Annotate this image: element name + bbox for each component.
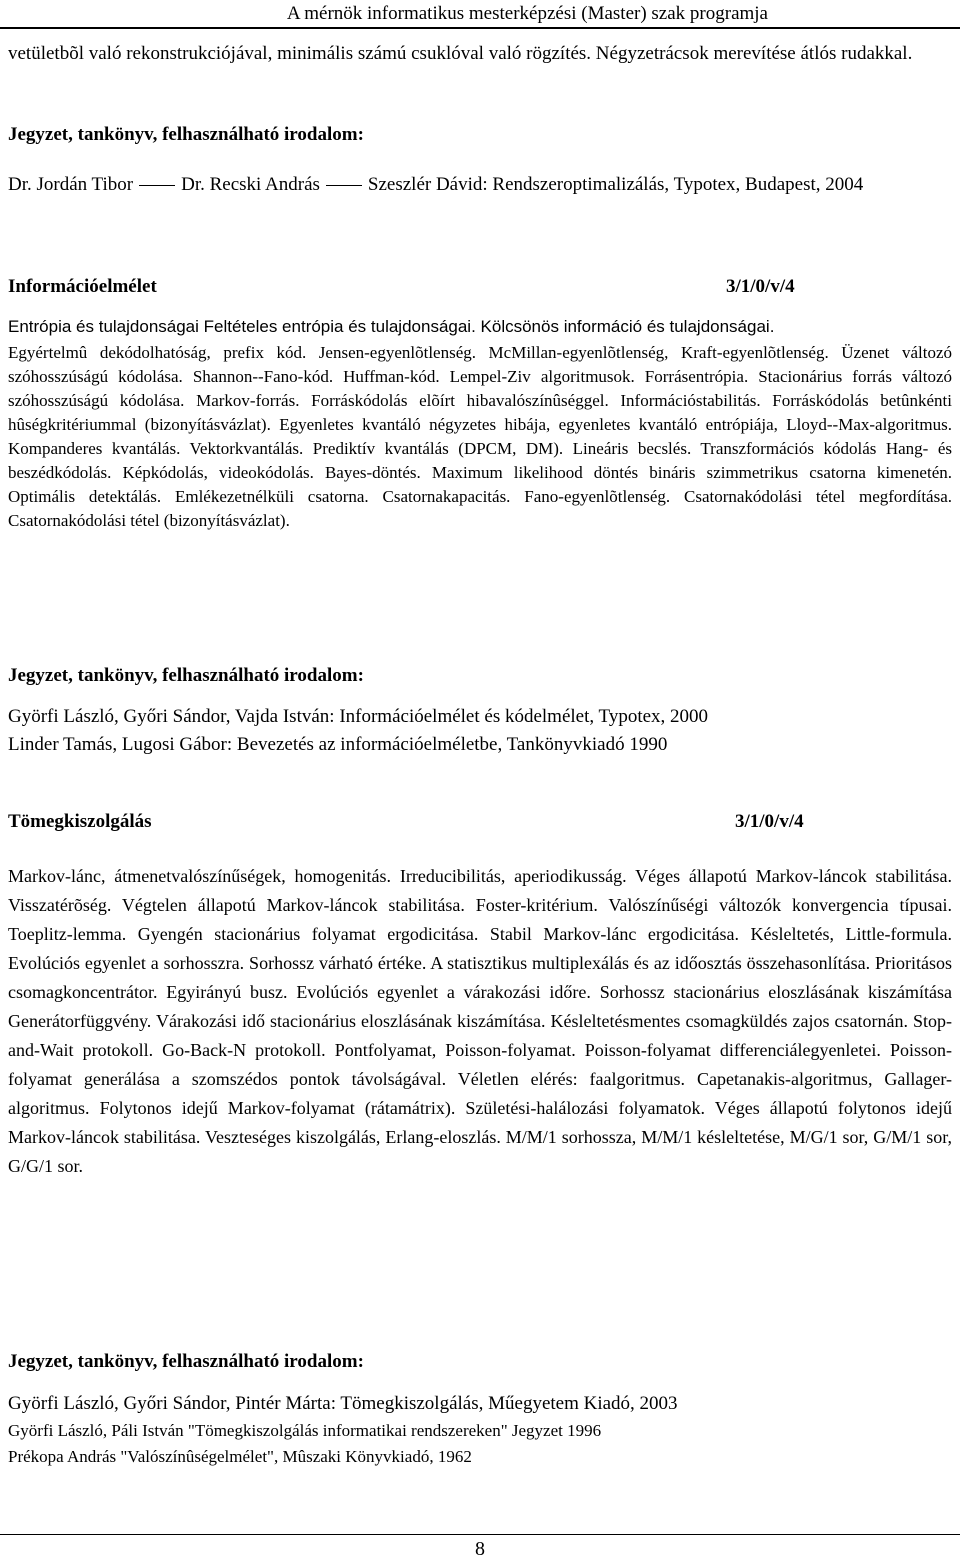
literature-heading-2: Jegyzet, tankönyv, felhasználható irodalom: <box>8 665 364 686</box>
literature-heading-3: Jegyzet, tankönyv, felhasználható irodalom: <box>8 1351 364 1372</box>
course-description: Egyértelmû dekódolhatóság, prefix kód. Jensen-egyenlõtlenség. McMillan-egyenlõtlenség, Kraft-egyenlõtlenség. Üzenet változó szóhosszúságú kódolása. Shannon--Fano-kód. Huffman-kód. Lempel-Ziv algoritmusok. Forrásentrópia. Stacionárius forrás változó szóhosszúságú kódolása. Markov-forrás. Forráskódolás elõírt hibavalószínûséggel. Információstabilitás. Forráskódolás betûnkénti hûségkritériummal (bizonyításvázlat). Egyenletes kvantáló négyzetes hibája, egyenletes kvantáló entrópiája, Lloyd--Max-algoritmus. Kompanderes kvantálás. Vektorkvantálás. Prediktív kvantálás (DPCM, DM). Lineáris becslés. Transzformációs kódolás Hang- és beszédkódolás. Képkódolás, videokódolás. Bayes-döntés. Maximum likelihood döntés bináris szimmetrikus csatorna kimenetén. Optimális detektálás. Emlékezetnélküli csatorna. Csatornakapacitás. Fano-egyenlõtlenség. Csatornakódolási tétel megfordítása. Csatornakódolási tétel (bizonyításvázlat). <box>8 343 952 530</box>
literature-reference: Linder Tamás, Lugosi Gábor: Bevezetés az információelméletbe, Tankönyvkiadó 1990 <box>8 734 668 755</box>
footer-rule <box>0 1534 960 1535</box>
course-queueing <box>8 811 952 833</box>
course-title: Tömegkiszolgálás <box>8 811 152 832</box>
course-description: Markov-lánc, átmenetvalószínűségek, homogenitás. Irreducibilitás, aperiodikusság. Véges állapotú Markov-láncok stabilitása. Visszatérõség. Végtelen állapotú Markov-láncok stabilitása. Foster-kritérium. Valószínűségi változók konvergencia típusai. Toeplitz-lemma. Gyengén stacionárius folyamat ergodicitása. Stabil Markov-lánc ergodicitása. Késleltetés, Little-formula. Evolúciós egyenlet a sorhosszra. Sorhossz várható értéke. A statisztikus multiplexálás és az időosztás összehasonlítása. Prioritásos csomagkoncentrátor. Egyirányú busz. Evolúciós egyenlet a várakozási időre. Sorhossz stacionárius eloszlásának kiszámítása Generátorfüggvény. Várakozási idő stacionárius eloszlásának kiszámítása. Késleltetésmentes csomagküldés zajos csatornán. Stop-and-Wait protokoll. Go-Back-N protokoll. Pontfolyamat, Poisson-folyamat. Poisson-folyamat differenciálegyenletei. Poisson-folyamat generálása a szomszédos pontok távolságával. Véletlen elérés: faalgoritmus. Capetanakis-algoritmus, Gallager-algoritmus. Folytonos idejű Markov-folyamat (rátamátrix). Születési-halálozási folyamatok. Véges állapotú folytonos idejű Markov-láncok stabilitása. Veszteséges kiszolgálás, Erlang-eloszlás. M/M/1 sorhossza, M/M/1 késleltetése, M/G/1 sor, G/M/1 sor, G/G/1 sor. <box>8 866 952 1176</box>
literature-reference: Prékopa András "Valószínûségelmélet", Mûszaki Könyvkiadó, 1962 <box>8 1447 472 1466</box>
literature-reference: Györfi László, Győri Sándor, Pintér Márta: Tömegkiszolgálás, Műegyetem Kiadó, 2003 <box>8 1393 678 1414</box>
running-header-title: A mérnök informatikus mesterképzési (Master) szak programja <box>286 3 768 24</box>
literature-reference: Györfi László, Páli István "Tömegkiszolgálás informatikai rendszereken" Jegyzet 1996 <box>8 1421 602 1440</box>
dash-separator <box>139 185 175 186</box>
course-description-first-line: Entrópia és tulajdonságai Feltételes entrópia és tulajdonságai. Kölcsönös információ és tulajdonságai. <box>8 317 775 336</box>
literature-list-2 <box>8 703 952 759</box>
literature-list-3 <box>8 1390 952 1470</box>
course-information-theory <box>8 276 952 298</box>
author-recski: Dr. Recski András <box>181 174 320 195</box>
literature-reference: Györfi László, Győri Sándor, Vajda István: Információelmélet és kódelmélet, Typotex, 2000 <box>8 706 709 727</box>
header-rule <box>0 27 960 29</box>
page-number: 8 <box>475 1538 485 1560</box>
intro-paragraph: vetületbõl való rekonstrukciójával, minimális számú csuklóval való rögzítés. Négyzetrácsok merevítése átlós rudakkal. <box>8 43 913 64</box>
literature-reference-1 <box>8 169 952 200</box>
course-credits: 3/1/0/v/4 <box>726 276 795 297</box>
reference-rest: Szeszlér Dávid: Rendszeroptimalizálás, Typotex, Budapest, 2004 <box>367 174 864 195</box>
literature-heading-1: Jegyzet, tankönyv, felhasználható irodalom: <box>8 124 364 145</box>
author-jordan: Dr. Jordán Tibor <box>8 174 134 195</box>
course-title: Információelmélet <box>8 276 157 297</box>
page-header <box>0 0 960 26</box>
dash-separator <box>326 185 362 186</box>
course-credits: 3/1/0/v/4 <box>735 811 804 832</box>
